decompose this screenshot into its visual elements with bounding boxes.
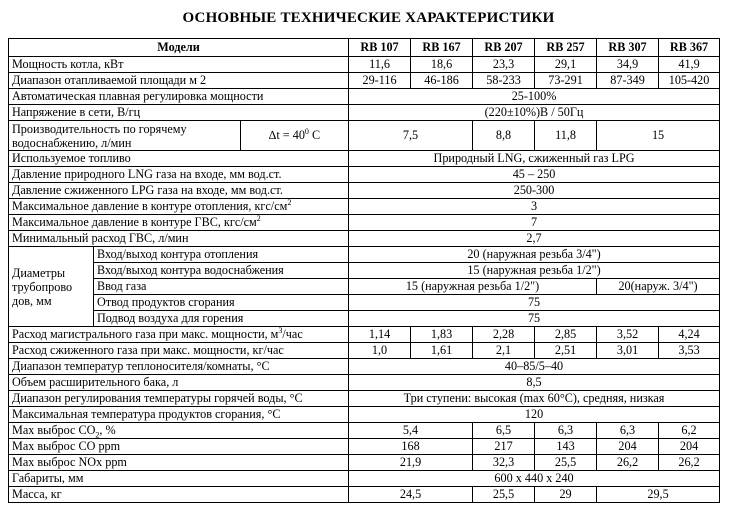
- row-label: Габариты, мм: [9, 471, 349, 487]
- cell-value: Три ступени: высокая (max 60°C), средняя, низкая: [349, 391, 720, 407]
- cell-value: 2,85: [535, 327, 597, 343]
- row-label: Подвод воздуха для горения: [94, 311, 349, 327]
- cell-value: 1,14: [349, 327, 411, 343]
- cell-value: 15 (наружная резьба 1/2"): [349, 263, 720, 279]
- row-label: Диапазон отапливаемой площади м 2: [9, 73, 349, 89]
- cell-value: 3,01: [597, 343, 659, 359]
- row-label: Max выброс NOx ppm: [9, 455, 349, 471]
- table-row: [9, 423, 720, 439]
- table-row: [9, 343, 720, 359]
- cell-value: 120: [349, 407, 720, 423]
- cell-value: 75: [349, 311, 720, 327]
- model-header: RB 207: [473, 39, 535, 57]
- cell-value: 6,3: [597, 423, 659, 439]
- table-row: [9, 391, 720, 407]
- cell-value: 5,4: [349, 423, 473, 439]
- model-header: RB 167: [411, 39, 473, 57]
- table-row: [9, 263, 720, 279]
- cell-value: 23,3: [473, 57, 535, 73]
- table-row: [9, 73, 720, 89]
- cell-value: 7,5: [349, 121, 473, 151]
- row-label: Ввод газа: [94, 279, 349, 295]
- cell-value: 41,9: [659, 57, 720, 73]
- row-label: Масса, кг: [9, 487, 349, 503]
- cell-value: 105-420: [659, 73, 720, 89]
- row-label: [9, 121, 241, 151]
- row-label: Вход/выход контура отопления: [94, 247, 349, 263]
- row-label: Max выброс $СО_2$, %: [9, 423, 349, 439]
- models-header: Модели: [9, 39, 349, 57]
- row-label: Напряжение в сети, В/гц: [9, 105, 349, 121]
- row-label-line: Производительность по горячему: [12, 121, 187, 136]
- cell-value: 26,2: [597, 455, 659, 471]
- cell-value: 250-300: [349, 183, 720, 199]
- row-label: Используемое топливо: [9, 151, 349, 167]
- cell-value: 21,9: [349, 455, 473, 471]
- cell-value: 204: [659, 439, 720, 455]
- cell-value: 29,1: [535, 57, 597, 73]
- cell-value: 15 (наружная резьба 1/2"): [349, 279, 597, 295]
- cell-value: 3,52: [597, 327, 659, 343]
- row-label: Отвод продуктов сгорания: [94, 295, 349, 311]
- table-row: [9, 471, 720, 487]
- cell-value: 15: [597, 121, 720, 151]
- cell-value: 25,5: [473, 487, 535, 503]
- row-label: Расход магистрального газа при макс. мощности, $м^3$/час: [9, 327, 349, 343]
- cell-value: 45 – 250: [349, 167, 720, 183]
- table-row: [9, 311, 720, 327]
- row-label: Мощность котла, кВт: [9, 57, 349, 73]
- pipe-diameters-label: Диаметры трубопрово дов, мм: [9, 247, 94, 327]
- row-label: Объем расширительного бака, л: [9, 375, 349, 391]
- table-row: [9, 359, 720, 375]
- model-header: RB 107: [349, 39, 411, 57]
- cell-value: 7: [349, 215, 720, 231]
- cell-value: 8,5: [349, 375, 720, 391]
- cell-value: 24,5: [349, 487, 473, 503]
- page-title: ОСНОВНЫЕ ТЕХНИЧЕСКИЕ ХАРАКТЕРИСТИКИ: [182, 10, 555, 26]
- row-label: Диапазон температур теплоносителя/комнаты, °С: [9, 359, 349, 375]
- table-row: [9, 279, 720, 295]
- delta-t-cell: $\Delta t = 40^0$ С: [241, 121, 349, 151]
- cell-value: 6,5: [473, 423, 535, 439]
- cell-value: 58-233: [473, 73, 535, 89]
- cell-value: 3: [349, 199, 720, 215]
- cell-value: 1,61: [411, 343, 473, 359]
- table-row: [9, 105, 720, 121]
- cell-value: 25,5: [535, 455, 597, 471]
- cell-value: 6,3: [535, 423, 597, 439]
- table-row: [9, 57, 720, 73]
- table-row: [9, 231, 720, 247]
- row-label: Расход сжиженного газа при макс. мощности, кг/час: [9, 343, 349, 359]
- cell-value: 204: [597, 439, 659, 455]
- row-label-line: водоснабжению, л/мин: [12, 135, 132, 150]
- cell-value: 29-116: [349, 73, 411, 89]
- cell-value: 217: [473, 439, 535, 455]
- cell-value: 2,1: [473, 343, 535, 359]
- cell-value: 6,2: [659, 423, 720, 439]
- row-label: Давление сжиженного LPG газа на входе, мм вод.ст.: [9, 183, 349, 199]
- cell-value: 600 x 440 x 240: [349, 471, 720, 487]
- cell-value: (220±10%)В / 50Гц: [349, 105, 720, 121]
- cell-value: 73-291: [535, 73, 597, 89]
- cell-value: 2,28: [473, 327, 535, 343]
- cell-value: 11,8: [535, 121, 597, 151]
- cell-value: 32,3: [473, 455, 535, 471]
- cell-value: Природный LNG, сжиженный газ LPG: [349, 151, 720, 167]
- row-label: Max выброс СО ppm: [9, 439, 349, 455]
- table-row: [9, 487, 720, 503]
- cell-value: 143: [535, 439, 597, 455]
- cell-value: 87-349: [597, 73, 659, 89]
- row-label: Максимальное давление в контуре ГВС, кгс/$см^2$: [9, 215, 349, 231]
- header-row: [9, 39, 720, 57]
- cell-value: 3,53: [659, 343, 720, 359]
- table-row: [9, 215, 720, 231]
- table-row: [9, 455, 720, 471]
- model-header: RB 307: [597, 39, 659, 57]
- row-label: Максимальное давление в контуре отопления, кгс/$см^2$: [9, 199, 349, 215]
- table-row: [9, 167, 720, 183]
- row-label: Вход/выход контура водоснабжения: [94, 263, 349, 279]
- cell-value: 2,51: [535, 343, 597, 359]
- table-row: [9, 183, 720, 199]
- cell-value: 29: [535, 487, 597, 503]
- model-header: RB 257: [535, 39, 597, 57]
- cell-value: 20 (наружная резьба 3/4"): [349, 247, 720, 263]
- row-label: Минимальный расход ГВС, л/мин: [9, 231, 349, 247]
- cell-value: 8,8: [473, 121, 535, 151]
- cell-value: 29,5: [597, 487, 720, 503]
- cell-value: 18,6: [411, 57, 473, 73]
- cell-value: 34,9: [597, 57, 659, 73]
- table-row: [9, 327, 720, 343]
- row-label: Максимальная температура продуктов сгорания, °С: [9, 407, 349, 423]
- cell-value: 46-186: [411, 73, 473, 89]
- cell-value: 20(наруж. 3/4"): [597, 279, 720, 295]
- cell-value: 25-100%: [349, 89, 720, 105]
- table-row: [9, 375, 720, 391]
- table-row: [9, 247, 720, 263]
- row-label: Автоматическая плавная регулировка мощности: [9, 89, 349, 105]
- cell-value: 26,2: [659, 455, 720, 471]
- cell-value: 2,7: [349, 231, 720, 247]
- cell-value: 1,0: [349, 343, 411, 359]
- cell-value: 11,6: [349, 57, 411, 73]
- table-row: [9, 439, 720, 455]
- cell-value: 75: [349, 295, 720, 311]
- cell-value: 1,83: [411, 327, 473, 343]
- cell-value: 40–85/5–40: [349, 359, 720, 375]
- specifications-table: [8, 38, 720, 503]
- table-row: [9, 121, 720, 151]
- model-header: RB 367: [659, 39, 720, 57]
- table-row: [9, 407, 720, 423]
- row-label: Давление природного LNG газа на входе, мм вод.ст.: [9, 167, 349, 183]
- cell-value: 168: [349, 439, 473, 455]
- row-label: Диапазон регулирования температуры горячей воды, °С: [9, 391, 349, 407]
- table-row: [9, 89, 720, 105]
- table-row: [9, 295, 720, 311]
- cell-value: 4,24: [659, 327, 720, 343]
- table-row: [9, 151, 720, 167]
- table-row: [9, 199, 720, 215]
